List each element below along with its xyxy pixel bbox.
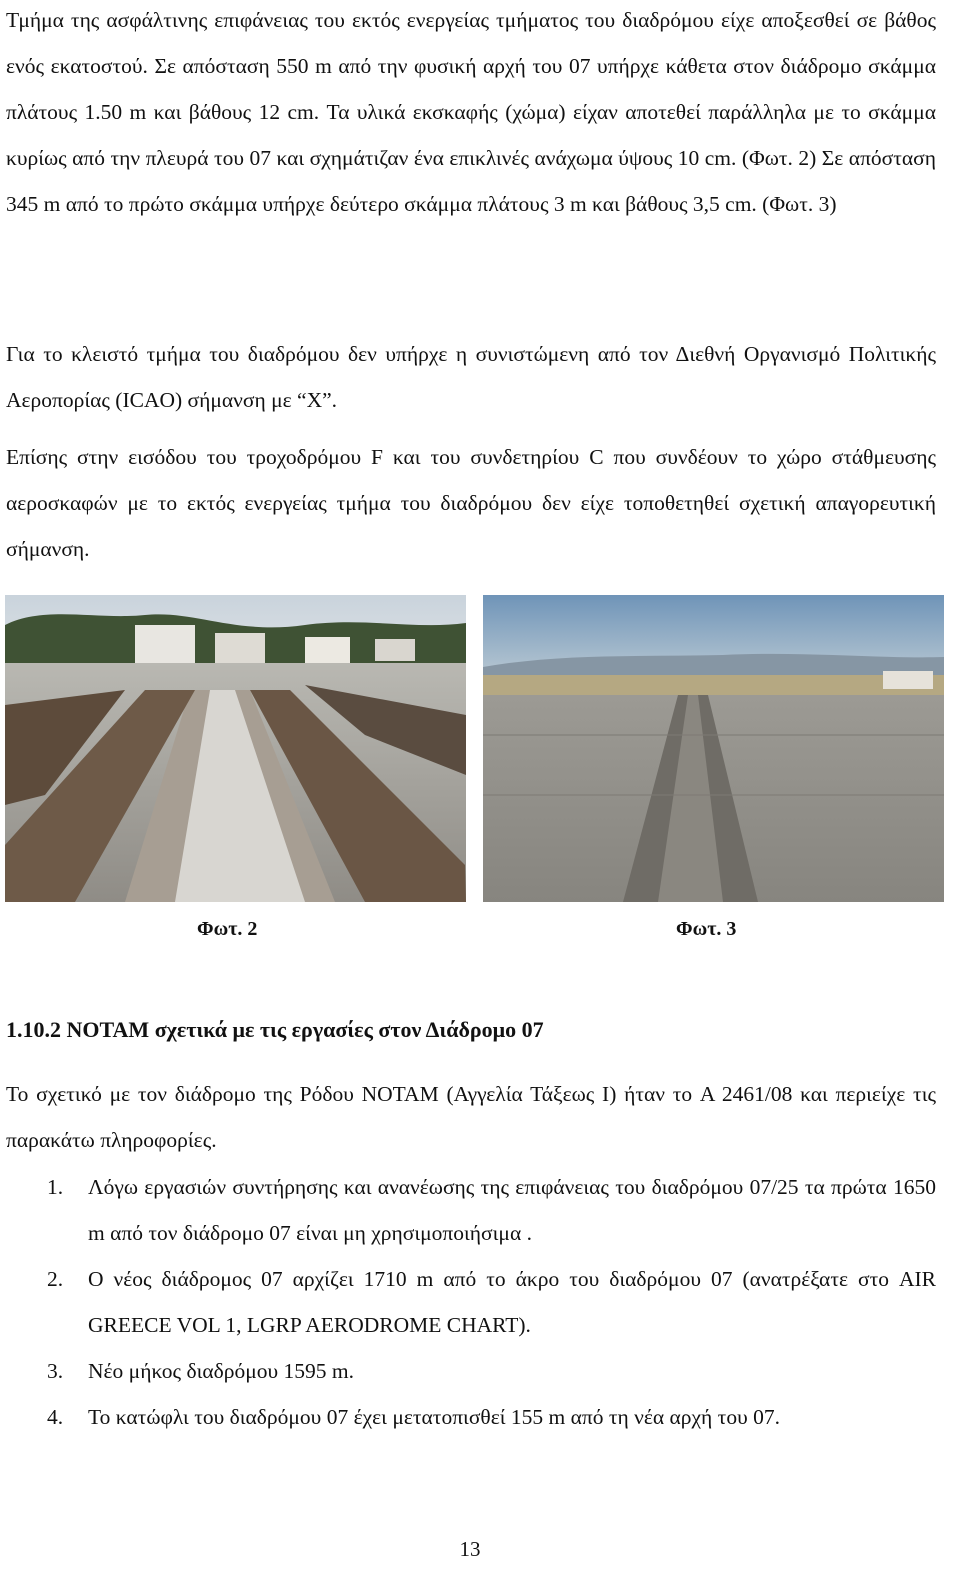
paragraph-trench-description: Τμήμα της ασφάλτινης επιφάνειας του εκτός ενεργείας τμήματος του διαδρόμου είχε αποξεσθεί σε βάθος ενός εκατοστού. Σε απόσταση 550 m από την φυσική αρχή του 07 υπήρχε κάθετα στον διάδρομο σκάμμα πλάτους 1.50 m και βάθους 12 cm. Τα υλικά εκσκαφής (χώμα) είχαν αποτεθεί παράλληλα με το σκάμμα κυρίως από την πλευρά του 07 και σχημάτιζαν ένα επικλινές ανάχωμα ύψους 10 cm. (Φωτ. 2) Σε απόσταση 345 m από το πρώτο σκάμμα υπήρχε δεύτερο σκάμμα πλάτους 3 m και βάθους 3,5 cm. (Φωτ. 3) xyxy=(6,8,936,216)
paragraph-taxiway-signage: Επίσης στην εισόδου του τροχοδρόμου F και του συνδετηρίου C που συνδέουν το χώρο στάθμευσης αεροσκαφών με το εκτός ενεργείας τμήμα του διαδρόμου δεν είχε τοποθετηθεί σχετική απαγορευτική σήμανση. xyxy=(6,445,936,561)
section-intro: Το σχετικό με τον διάδρομο της Ρόδου NOTAM (Αγγελία Τάξεως Ι) ήταν το A 2461/08 και περιείχε τις παρακάτω πληροφορίες. xyxy=(6,1082,936,1152)
list-item-text: Λόγω εργασιών συντήρησης και ανανέωσης της επιφάνειας του διαδρόμου 07/25 τα πρώτα 1650 m από τον διάδρομο 07 είναι μη χρησιμοποιήσιμα . xyxy=(88,1175,936,1245)
list-item xyxy=(0,1394,936,1440)
page-number: 13 xyxy=(459,1537,481,1561)
photo-2-image xyxy=(5,595,466,902)
paragraph-icao-marking: Για το κλειστό τμήμα του διαδρόμου δεν υπήρχε η συνιστώμενη από τον Διεθνή Οργανισμό Πολιτικής Αεροπορίας (ICAO) σήμανση με “X”. xyxy=(6,342,936,412)
photo-3-caption: Φωτ. 3 xyxy=(676,918,737,940)
notam-list xyxy=(0,1164,936,1440)
list-item-number: 1. xyxy=(47,1175,64,1199)
list-item-text: Ο νέος διάδρομος 07 αρχίζει 1710 m από το άκρο του διαδρόμου 07 (ανατρέξατε στο AIR GREECE VOL 1, LGRP AERODROME CHART). xyxy=(88,1267,936,1337)
section-heading: 1.10.2 NOTAM σχετικά με τις εργασίες στον Διάδρομο 07 xyxy=(6,1017,544,1042)
photo-3-image xyxy=(483,595,944,902)
list-item-number: 2. xyxy=(47,1267,64,1291)
list-item-text: Νέο μήκος διαδρόμου 1595 m. xyxy=(88,1359,355,1383)
list-item xyxy=(0,1164,936,1256)
list-item xyxy=(0,1348,936,1394)
list-item-number: 4. xyxy=(47,1405,64,1429)
photo-2-caption: Φωτ. 2 xyxy=(197,918,258,940)
list-item-text: Το κατώφλι του διαδρόμου 07 έχει μετατοπισθεί 155 m από τη νέα αρχή του 07. xyxy=(88,1405,780,1429)
list-item xyxy=(0,1256,936,1348)
photo-2-trench xyxy=(5,595,466,902)
photo-3-runway xyxy=(483,595,944,902)
list-item-number: 3. xyxy=(47,1359,64,1383)
